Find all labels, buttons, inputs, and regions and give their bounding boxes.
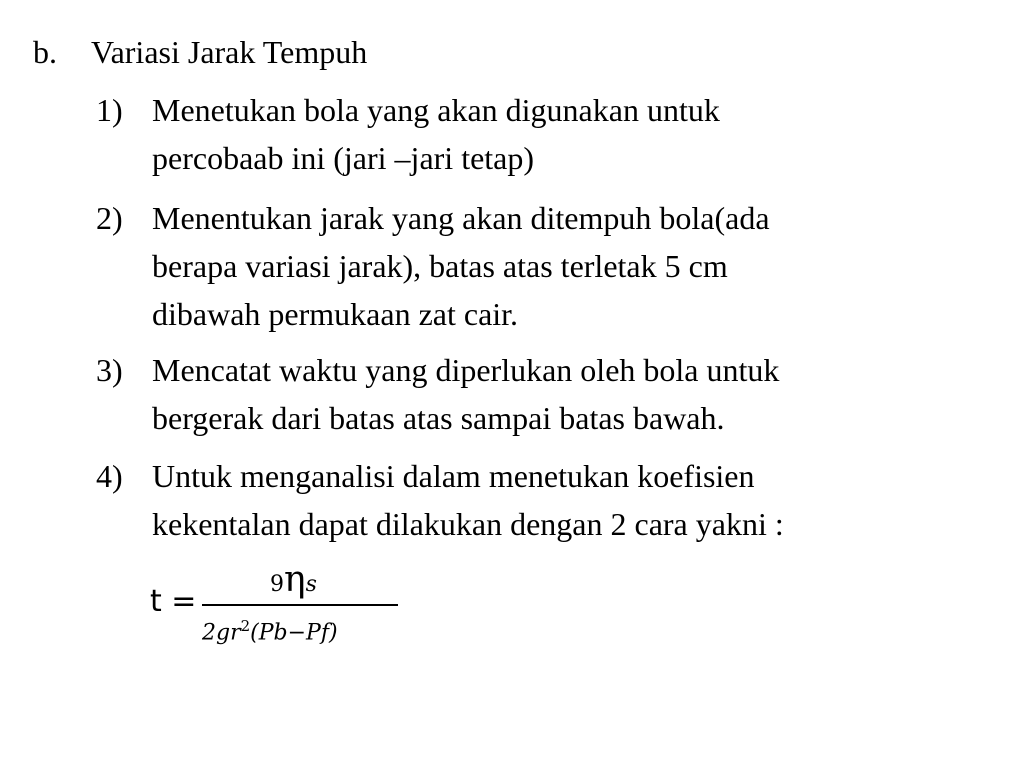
eta-symbol: η [284,559,306,600]
viscosity-formula [150,559,450,652]
section-title: Variasi Jarak Tempuh [91,34,368,70]
fraction-bar [202,604,398,606]
list-line: berapa variasi jarak), batas atas terletak 5 cm [152,248,728,284]
list-line: Untuk menganalisi dalam menetukan koefisien [152,458,755,494]
list-text [152,346,962,442]
formula-denominator [202,610,338,649]
denominator-rest: (Pb−Pf) [250,620,338,646]
list-number: 1) [96,92,123,128]
list-text [152,194,962,338]
list-number: 4) [96,458,123,494]
list-line: kekentalan dapat dilakukan dengan 2 cara yakni : [152,506,784,542]
list-text [152,86,962,182]
list-number: 3) [96,352,123,388]
list-line: dibawah permukaan zat cair. [152,296,519,332]
formula-lhs: t = [150,584,197,619]
list-line: Mencatat waktu yang diperlukan oleh bola untuk [152,352,780,388]
formula-numerator [270,559,317,603]
list-text [152,452,962,548]
numerator-variable: s [305,572,317,597]
list-line: bergerak dari batas atas sampai batas bawah. [152,400,725,436]
denominator-prefix: 2gr [202,620,241,646]
list-number: 2) [96,200,123,236]
denominator-exponent: 2 [240,617,251,635]
list-line: Menetukan bola yang akan digunakan untuk [152,92,720,128]
section-marker: b. [33,34,57,70]
list-line: percobaab ini (jari –jari tetap) [152,140,535,176]
list-line: Menentukan jarak yang akan ditempuh bola(ada [152,200,770,236]
section-heading [33,30,367,74]
numerator-coefficient: 9 [270,572,284,597]
